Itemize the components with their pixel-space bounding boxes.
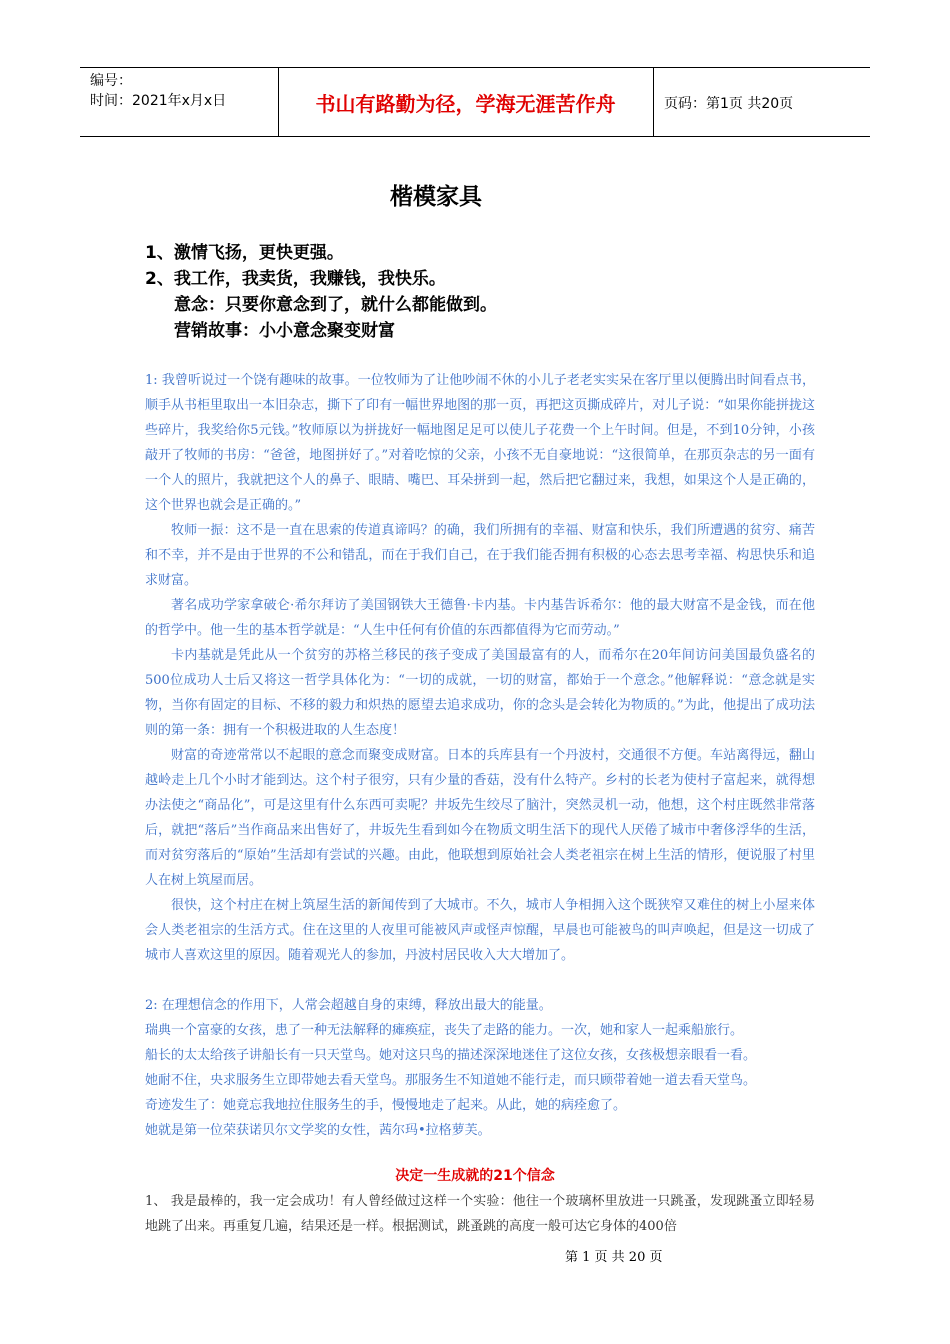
slogan-item: 1、激情飞扬，更快更强。 — [145, 243, 344, 263]
page-header — [80, 67, 870, 137]
slogan-item: 营销故事：小小意念聚变财富 — [174, 321, 395, 341]
document-title: 楷模家具 — [390, 184, 482, 210]
story-paragraph: 她耐不住，央求服务生立即带她去看天堂鸟。那服务生不知道她不能行走，而只顾带着她一道去看天堂鸟。 — [145, 1073, 757, 1088]
page-footer: 第 1 页 共 20 页 — [565, 1250, 663, 1265]
header-divider — [653, 68, 654, 136]
story-paragraph: 她就是第一位荣获诺贝尔文学奖的女性，茜尔玛•拉格萝芙。 — [145, 1123, 491, 1138]
story-paragraph: 著名成功学家拿破仑·希尔拜访了美国钢铁大王德鲁·卡内基。卡内基告诉希尔：他的最大财富不是金钱，而在他的哲学中。他一生的基本哲学就是：“人生中任何有价值的东西都值得为它而劳动。” — [145, 598, 815, 638]
story-paragraph: 卡内基就是凭此从一个贫穷的苏格兰移民的孩子变成了美国最富有的人，而希尔在20年间访问美国最负盛名的500位成功人士后又将这一哲学具体化为：“一切的成就，一切的财富，都始于一个意念。”他解释说：“意念就是实物，当你有固定的目标、不移的毅力和炽热的愿望去追求成功，你的念头是会转化为物质的。”为此，他提出了成功法则的第一条：拥有一个积极进取的人生态度！ — [145, 648, 815, 738]
story-paragraph: 瑞典一个富豪的女孩，患了一种无法解释的瘫痪症，丧失了走路的能力。一次，她和家人一起乘船旅行。 — [145, 1023, 744, 1038]
slogan-list — [145, 240, 497, 344]
document-number-label: 编号： — [90, 73, 132, 89]
slogan-item: 2、我工作，我卖货，我赚钱，我快乐。 — [145, 269, 446, 289]
story-paragraph: 奇迹发生了：她竟忘我地拉住服务生的手，慢慢地走了起来。从此，她的病痊愈了。 — [145, 1098, 627, 1113]
header-meta — [90, 71, 260, 111]
story-paragraph: 牧师一振：这不是一直在思索的传道真谛吗？的确，我们所拥有的幸福、财富和快乐，我们所遭遇的贫穷、痛苦和不幸，并不是由于世界的不公和错乱，而在于我们自己，在于我们能否拥有积极的心态去思考幸福、构思快乐和追求财富。 — [145, 523, 815, 588]
story-paragraph: 财富的奇迹常常以不起眼的意念而聚变成财富。日本的兵库县有一个丹波村，交通很不方便。车站离得远，翻山越岭走上几个小时才能到达。这个村子很穷，只有少量的香菇，没有什么特产。乡村的长老为使村子富起来，就得想办法使之“商品化”，可是这里有什么东西可卖呢？井坂先生绞尽了脑汁，突然灵机一动，他想，这个村庄既然非常落后，就把“落后”当作商品来出售好了，井坂先生看到如今在物质文明生活下的现代人厌倦了城市中奢侈浮华的生活，而对贫穷落后的“原始”生活却有尝试的兴趣。由此，他联想到原始社会人类老祖宗在树上生活的情形，便说服了村里人在树上筑屋而居。 — [145, 748, 815, 888]
story-body — [145, 368, 815, 1143]
belief-paragraph: 1、 我是最棒的，我一定会成功！有人曾经做过这样一个实验：他往一个玻璃杯里放进一只跳蚤，发现跳蚤立即轻易地跳了出来。再重复几遍，结果还是一样。根据测试，跳蚤跳的高度一般可达它身体的400倍 — [145, 1194, 815, 1234]
document-time-label: 时间：2021年x月x日 — [90, 93, 227, 109]
slogan-item: 意念：只要你意念到了，就什么都能做到。 — [174, 295, 497, 315]
story-paragraph: 2: 在理想信念的作用下，人常会超越自身的束缚，释放出最大的能量。 — [145, 998, 552, 1013]
story-paragraph: 很快，这个村庄在树上筑屋生活的新闻传到了大城市。不久，城市人争相拥入这个既狭窄又难住的树上小屋来体会人类老祖宗的生活方式。住在这里的人夜里可能被风声或怪声惊醒，早晨也可能被鸟的叫声唤起，但是这一切成了城市人喜欢这里的原因。随着观光人的参加，丹波村居民收入大大增加了。 — [145, 898, 815, 963]
story-paragraph: 1: 我曾听说过一个饶有趣味的故事。一位牧师为了让他吵闹不休的小儿子老老实实呆在客厅里以便腾出时间看点书，顺手从书柜里取出一本旧杂志，撕下了印有一幅世界地图的那一页，再把这页撕成碎片，对儿子说：“如果你能拼拢这些碎片，我奖给你5元钱。”牧师原以为拼拢好一幅地图足足可以使儿子花费一个上午时间。但是，不到10分钟，小孩敲开了牧师的书房：“爸爸，地图拼好了。”对着吃惊的父亲，小孩不无自豪地说：“这很简单，在那页杂志的另一面有一个人的照片，我就把这个人的鼻子、眼睛、嘴巴、耳朵拼到一起，然后把它翻过来，我想，如果这个人是正确的，这个世界也就会是正确的。” — [145, 373, 815, 513]
section-subtitle: 决定一生成就的21个信念 — [395, 1168, 555, 1184]
header-motto: 书山有路勤为径，学海无涯苦作舟 — [315, 92, 616, 116]
story-paragraph: 船长的太太给孩子讲船长有一只天堂鸟。她对这只鸟的描述深深地迷住了这位女孩，女孩极想亲眼看一看。 — [145, 1048, 757, 1063]
header-page-info: 页码：第1页 共20页 — [664, 96, 794, 112]
belief-body — [145, 1189, 815, 1239]
